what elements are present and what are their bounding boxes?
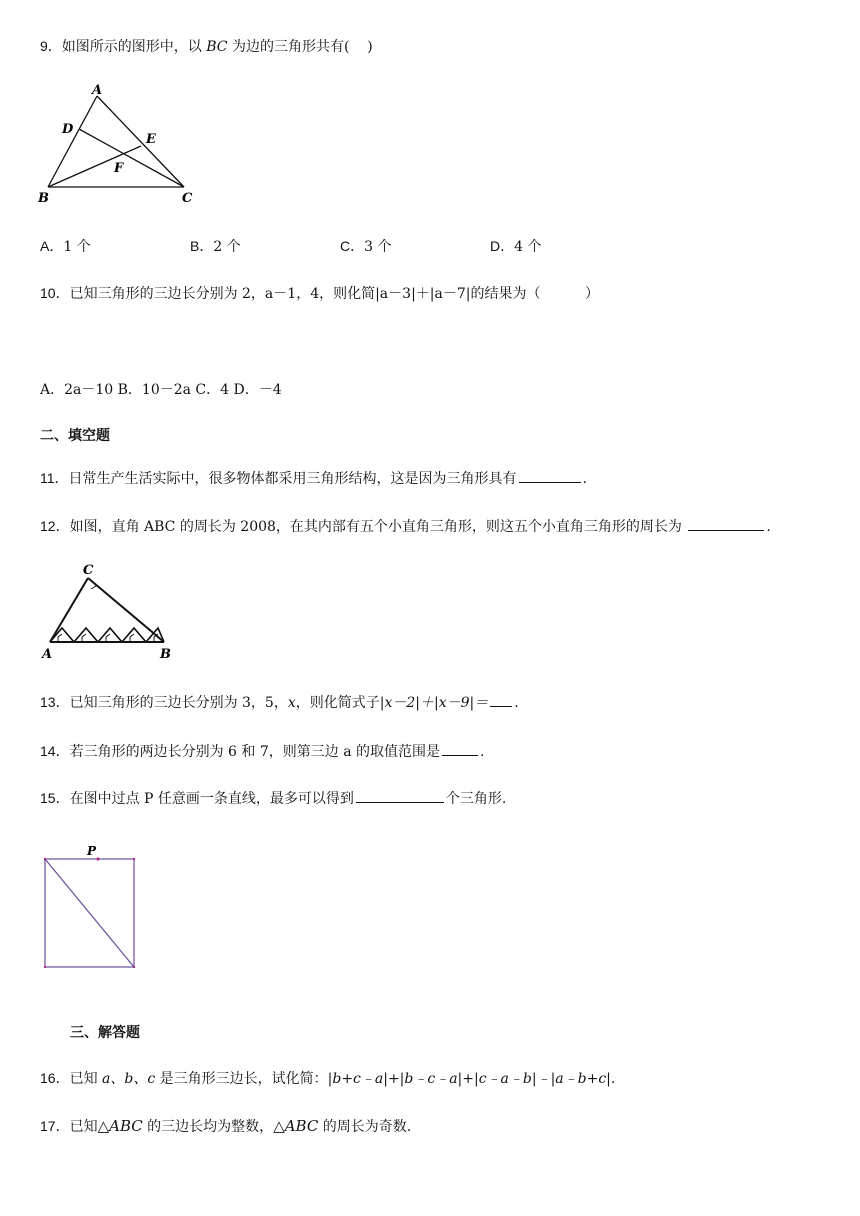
question-text: 如图，直角 ABC 的周长为 2008，在其内部有五个小直角三角形，则这五个小直角三角形的周长为 <box>69 519 687 535</box>
question-16 <box>40 1068 615 1089</box>
answer-blank <box>519 468 581 483</box>
answer-blank <box>688 516 764 531</box>
question-text: 若三角形的两边长分别为 6 和 7，则第三边 a 的取值范围是 <box>69 744 440 760</box>
segment-label: BC <box>206 39 228 55</box>
question-number: 14． <box>40 743 70 759</box>
section-heading: 三、解答题 <box>70 1025 140 1041</box>
question-text: 已知三角形的三边长分别为 3，5， <box>69 695 288 711</box>
option-b: B．2 个 <box>190 238 241 255</box>
point-label-b: B <box>160 647 171 662</box>
question-number: 17． <box>40 1118 70 1134</box>
question-number: 15． <box>40 790 70 806</box>
option-c: C．3 个 <box>340 238 392 255</box>
section-heading: 二、填空题 <box>40 428 110 444</box>
question-number: 16． <box>40 1070 70 1086</box>
answer-blank <box>356 788 444 803</box>
question-14 <box>40 741 484 762</box>
answer-blank <box>442 741 478 756</box>
question-13 <box>40 692 519 713</box>
point-label-d: D <box>62 122 74 137</box>
question-12 <box>40 516 771 537</box>
option-a: A．1 个 <box>40 238 91 255</box>
point-label-c: C <box>182 191 193 206</box>
question-9 <box>40 36 373 57</box>
point-label-a: A <box>42 647 53 662</box>
question-number: 9． <box>40 38 62 54</box>
point-label-a: A <box>92 83 103 98</box>
point-label-b: B <box>38 191 49 206</box>
punctuation: . <box>582 471 587 487</box>
point-label-f: F <box>114 161 124 176</box>
right-triangle-figure-q12 <box>38 562 178 664</box>
answer-blank <box>490 692 512 707</box>
question-10 <box>40 283 599 304</box>
question-text: 的三边长均为整数， <box>142 1119 274 1135</box>
question-text: 在图中过点 P 任意画一条直线，最多可以得到 <box>69 791 354 807</box>
question-text: 如图所示的图形中，以 <box>61 39 207 55</box>
question-text: 个三角形. <box>445 791 507 807</box>
punctuation: . <box>766 519 771 535</box>
question-10-options: A．2a－10 B．10－2a C．4 D．－4 <box>40 382 282 398</box>
question-11 <box>40 468 587 489</box>
answer-paren: ) <box>349 39 373 55</box>
variable: x <box>287 695 296 711</box>
question-text: 已知 <box>69 1119 98 1135</box>
question-text: 已知三角形的三边长分别为 2，a－1，4，则化简|a－3|＋|a－7|的结果为（ ） <box>69 286 599 302</box>
punctuation: . <box>514 695 519 711</box>
question-text: ，则化简式子| <box>295 695 385 711</box>
question-text: 为边的三角形共有( <box>227 39 350 55</box>
question-text: 日常生产生活实际中，很多物体都采用三角形结构，这是因为三角形具有 <box>68 471 517 487</box>
question-number: 13． <box>40 694 70 710</box>
square-figure-q15 <box>40 842 150 977</box>
point-label-p: P <box>87 844 97 858</box>
variables: a、b、c <box>102 1071 156 1087</box>
triangle-symbol: △ABC <box>97 1117 143 1135</box>
punctuation: . <box>480 744 485 760</box>
triangle-figure-q9 <box>36 80 206 210</box>
question-17 <box>40 1116 411 1137</box>
question-number: 12． <box>40 518 70 534</box>
point-label-e: E <box>146 132 156 147</box>
expression: |b+c﹣a|+|b﹣c﹣a|+|c﹣a﹣b|﹣|a﹣b+c| <box>327 1071 611 1087</box>
point-label-c: C <box>83 563 94 578</box>
option-d: D．4 个 <box>490 238 542 255</box>
question-text: 是三角形三边长，试化简： <box>155 1071 328 1087</box>
expression: x－2|＋|x－9|＝ <box>384 695 489 711</box>
punctuation: . <box>610 1071 616 1087</box>
question-text: 已知 <box>69 1071 103 1087</box>
question-text: 的周长为奇数. <box>318 1119 412 1135</box>
question-number: 11． <box>40 470 69 486</box>
triangle-symbol: △ABC <box>273 1117 319 1135</box>
question-15 <box>40 788 506 809</box>
question-number: 10． <box>40 285 70 301</box>
